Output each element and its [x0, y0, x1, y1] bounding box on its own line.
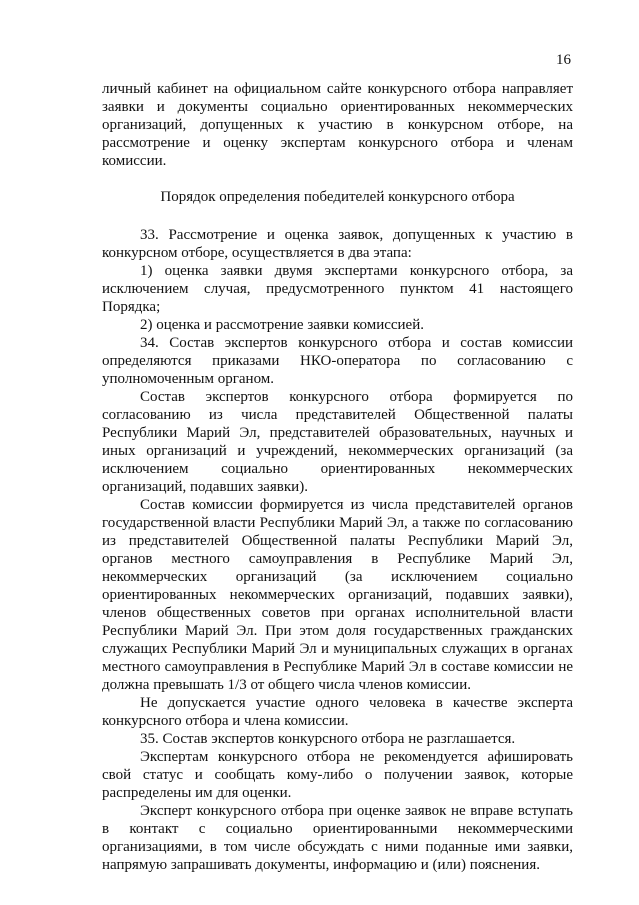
section-heading: Порядок определения победителей конкурсного отбора — [160, 189, 515, 205]
paragraph: Экспертам конкурсного отбора не рекомендуется афишировать свой статус и сообщать кому-либо о получении заявок, которые распределены им для оценки. — [102, 749, 573, 801]
paragraph: Не допускается участие одного человека в качестве эксперта конкурсного отбора и члена комиссии. — [102, 695, 573, 729]
paragraph: Состав экспертов конкурсного отбора формируется по согласованию из числа представителей Общественной палаты Республики Марий Эл, представителей образовательных, научных и иных организаций и учреждений, некоммерческих организаций (за исключением социально ориентированных некоммерческих организаций, подавших заявки). — [102, 389, 573, 495]
paragraph: Состав комиссии формируется из числа представителей органов государственной власти Республики Марий Эл, а также по согласованию из представителей Общественной палаты Республики Марий Эл, органов местного самоуправления в Республике Марий Эл, некоммерческих организаций (за исключением социально ориентированных некоммерческих организаций, подавших заявки), членов общественных советов при органах исполнительной власти Республики Марий Эл. При этом доля государственных гражданских служащих Республики Марий Эл и муниципальных служащих в органах местного самоуправления в Республике Марий Эл в составе комиссии не должна превышать 1/3 от общего числа членов комиссии. — [102, 497, 573, 693]
paragraph: личный кабинет на официальном сайте конкурсного отбора направляет заявки и документы социально ориентированных некоммерческих организаций, допущенных к участию в конкурсном отборе, на рассмотрение и оценку экспертам конкурсного отбора и членам комиссии. — [102, 81, 573, 169]
paragraph: 1) оценка заявки двумя экспертами конкурсного отбора, за исключением случая, предусмотренного пунктом 41 настоящего Порядка; — [102, 263, 573, 315]
page-number: 16 — [556, 52, 571, 68]
paragraph: 2) оценка и рассмотрение заявки комиссией. — [140, 317, 424, 333]
document-body — [102, 80, 573, 874]
paragraph: 35. Состав экспертов конкурсного отбора не разглашается. — [140, 731, 516, 747]
paragraph: 33. Рассмотрение и оценка заявок, допущенных к участию в конкурсном отборе, осуществляется в два этапа: — [102, 227, 573, 261]
paragraph: 34. Состав экспертов конкурсного отбора и состав комиссии определяются приказами НКО-оператора по согласованию с уполномоченным органом. — [102, 335, 573, 387]
paragraph: Эксперт конкурсного отбора при оценке заявок не вправе вступать в контакт с социально ориентированными некоммерческими организациями, в том числе обсуждать с ними поданные ими заявки, напрямую запрашивать документы, информацию и (или) пояснения. — [102, 803, 573, 873]
